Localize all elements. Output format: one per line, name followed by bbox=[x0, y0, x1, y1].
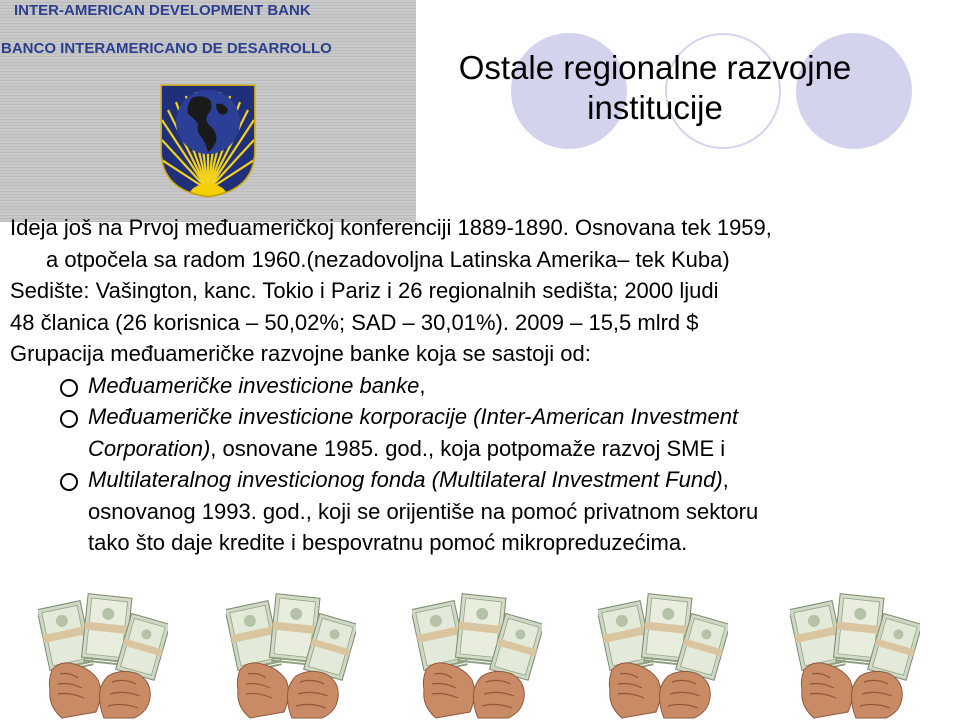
money-hands-icon bbox=[790, 590, 920, 720]
paragraph-history-line1: Ideja još na Prvoj međuameričkoj konferenciji 1889-1890. Osnovana tek 1959, bbox=[10, 215, 772, 240]
bullet-2-name-cont: Corporation) bbox=[88, 435, 211, 461]
bullet-3-line2: osnovanog 1993. god., koji se orijentiše na pomoć privatnom sektoru bbox=[88, 498, 759, 524]
globe-emblem-icon bbox=[158, 80, 258, 198]
title-line-2: institucije bbox=[587, 89, 723, 126]
list-item bbox=[10, 464, 955, 559]
money-hands-icon bbox=[412, 590, 542, 720]
bullet-1-rest: , bbox=[419, 372, 426, 398]
bullet-3-rest: , bbox=[722, 467, 729, 492]
money-hands-icon bbox=[226, 590, 356, 720]
iadb-logo bbox=[0, 0, 416, 222]
slide-body bbox=[10, 212, 955, 559]
circle-bullet-icon bbox=[60, 379, 78, 397]
paragraph-history-line2: a otpočela sa radom 1960.(nezadovoljna Latinska Amerika– tek Kuba) bbox=[46, 246, 730, 272]
list-item bbox=[10, 370, 955, 402]
paragraph-headquarters: Sedište: Vašington, kanc. Tokio i Pariz i 26 regionalnih sedišta; 2000 ljudi bbox=[10, 278, 719, 303]
bullet-3-name: Multilateralnog investicionog fonda (Multilateral Investment Fund) bbox=[88, 467, 723, 492]
circle-bullet-icon bbox=[60, 410, 78, 428]
group-members-list bbox=[10, 370, 955, 559]
bullet-1-name: Međuameričke investicione banke bbox=[88, 372, 420, 398]
logo-text-english: INTER-AMERICAN DEVELOPMENT BANK bbox=[14, 2, 311, 19]
title-line-1: Ostale regionalne razvojne bbox=[458, 49, 852, 86]
paragraph-members: 48 članica (26 korisnica – 50,02%; SAD – 30,01%). 2009 – 15,5 mlrd $ bbox=[10, 309, 699, 335]
paragraph-group: Grupacija međuameričke razvojne banke koja se sastoji od: bbox=[10, 341, 591, 366]
paragraph-history bbox=[10, 212, 955, 275]
bullet-2-rest: , osnovane 1985. god., koja potpomaže razvoj SME i bbox=[210, 435, 726, 461]
money-hands-icon bbox=[598, 590, 728, 720]
money-hands-icon bbox=[38, 590, 168, 720]
list-item bbox=[10, 401, 955, 464]
bullet-3-line3: tako što daje kredite i bespovratnu pomoć mikropreduzećima. bbox=[88, 530, 688, 555]
slide-title bbox=[420, 48, 890, 128]
bullet-2-name: Međuameričke investicione korporacije (Inter-American Investment bbox=[88, 404, 739, 429]
money-pictures-row bbox=[0, 590, 960, 720]
circle-bullet-icon bbox=[60, 473, 78, 491]
logo-text-spanish: BANCO INTERAMERICANO DE DESARROLLO bbox=[1, 40, 332, 57]
